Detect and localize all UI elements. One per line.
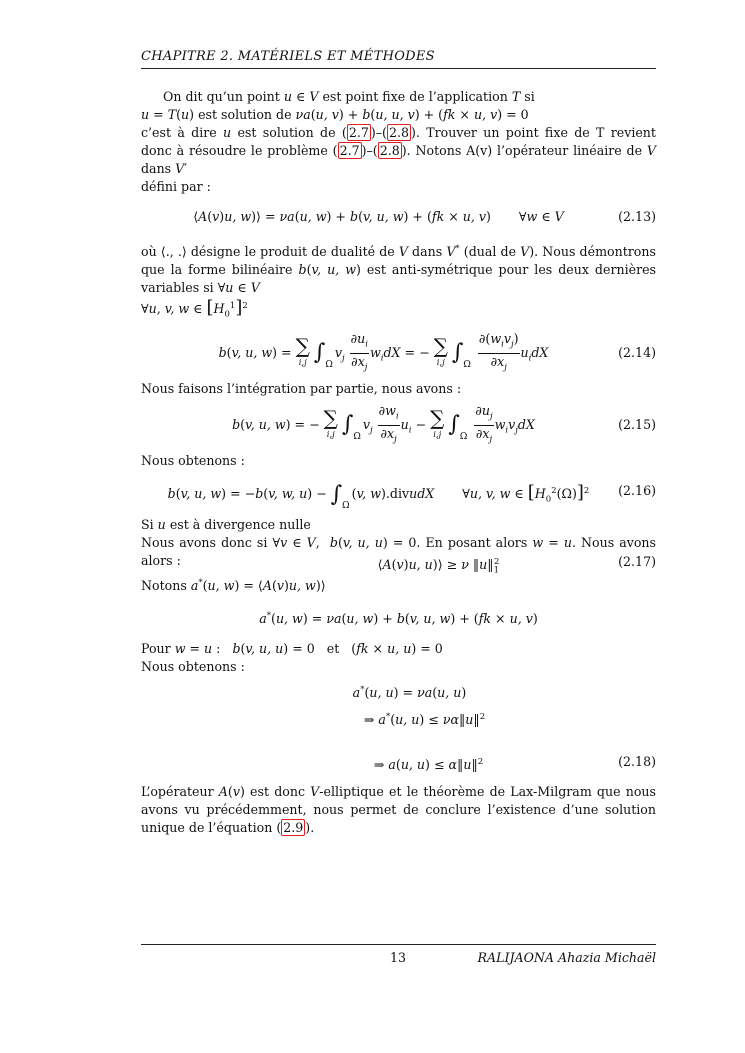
ref-link-2-8[interactable]: 2.8 [388, 125, 409, 140]
ref-link-2-7[interactable]: 2.7 [339, 143, 360, 158]
paragraph-operator-def: c’est à dire u est solution de ( 2.7 )–( 2.8 ). Trouver un point fixe de T revient donc à résoudre le problème ( 2.7 )–( 2.8 ). Notons A(v) l’opérateur linéaire de V dans V′ défini par : [141, 125, 656, 194]
ref-link-2-8[interactable]: 2.8 [379, 143, 400, 158]
header-rule [141, 68, 656, 69]
paragraph-fixed-point: On dit qu’un point u ∈ V est point fixe de l’application T si u = T(u) est solution de νa(u, v) + b(u, u, v) + (fk × u, v) = 0 [141, 89, 535, 122]
page-body [141, 88, 656, 837]
equation-number: (2.18) [618, 753, 656, 769]
ref-link-2-9[interactable]: 2.9 [283, 819, 304, 835]
paragraph-conclusion: L’opérateur A(v) est donc V-elliptique et le théorème de Lax-Milgram que nous avons vu précédemment, nous permet de conclure l’existence d’une solution unique de l’équation ( 2.9 ). [141, 783, 656, 835]
equation-2-15: b(v, u, w) = − ∑ i,j $\int_\Omega v_j$ $\frac{\partial w_i}{\partial x_j}$ $u_i$ − ∑ i,j $\int_\Omega$ $\frac{\partial u_j}{\partial x_j}$ $w_iv_jdX$ (2.15) [232, 403, 656, 445]
paragraph-divergence: Si u est à divergence nulle [141, 516, 311, 532]
equation-line: ⇒ a*(u, u) ≤ να‖u‖$^2$ [363, 712, 486, 728]
equation-line: a*(u, u) = νa(u, u) [352, 685, 467, 701]
paragraph-antisym: Nous avons donc si ∀v ∈ V, b(v, u, u) = 0. En posant alors w = u. Nous avons alors : [141, 534, 657, 568]
footer-rule [141, 944, 656, 945]
equation-2-18: ⇒ a(u, u) ≤ α‖u‖$^2$ (2.18) [373, 753, 656, 772]
equation-2-13: ⟨A(v)u, w)⟩ = νa(u, w) + b(v, u, w) + (fk × u, v) ∀w ∈ V (2.13) [141, 204, 656, 230]
equation-2-16: b(v, u, w) = −b(v, w, $u) - \int_\Omega(v$, w).divudX ∀u, v, w ∈ $[H_0^2(\Omega)]^2$ (2.16) [167, 481, 656, 512]
equation-2-14: b(v, u, w) = ∑ i,j $\int_\Omega v_j$ $\frac{\partial u_i}{\partial x_j}$ $w_idX$ = − ∑ i,j $\int_\Omega$ $\frac{\partial(w_iv_j)}{\partial x_j}$ $u_idX$ (2.14) [218, 331, 656, 373]
equation-number: (2.13) [618, 209, 656, 224]
equation-astar: a*(u, w) = νa(u, w) + b(v, u, w) + (fk × u, v) [259, 611, 538, 627]
paragraph-astar: Notons a*(u, w) = ⟨A(v)u, w)⟩ [141, 577, 326, 594]
paragraph-integration: Nous faisons l’intégration par partie, nous avons : [141, 380, 462, 396]
ref-link-2-7[interactable]: 2.7 [348, 125, 369, 140]
running-header: CHAPITRE 2. MATÉRIELS ET MÉTHODES [141, 49, 435, 64]
equation-2-17: ⟨A(v)u, u)⟩ ≥ ν $‖u‖_1^2$ (2.17) [377, 553, 656, 576]
paragraph-obtain-2: Nous obtenons : [141, 659, 245, 675]
equation-number: (2.17) [618, 553, 656, 569]
equation-number: (2.15) [618, 416, 656, 432]
paragraph-duality: où ⟨., .⟩ désigne le produit de dualité de V dans V* (dual de V). Nous démontrons que la forme bilinéaire b(v, u, w) est anti-symétrique pour les deux dernières variables si ∀u ∈ V ∀u, v, w ∈ $[H_0^1]^2$ [141, 244, 656, 320]
equation-number: (2.16) [618, 482, 656, 498]
footer-author: RALIJAONA Ahazia Michaël [477, 950, 656, 965]
paragraph-obtain: Nous obtenons : [141, 452, 245, 468]
page-number: 13 [390, 950, 407, 965]
equation-block-final [141, 678, 656, 772]
paragraph-pour: Pour w = u : b(v, u, u) = 0 et (fk × u, u) = 0 [141, 641, 443, 657]
equation-number: (2.14) [618, 344, 656, 360]
